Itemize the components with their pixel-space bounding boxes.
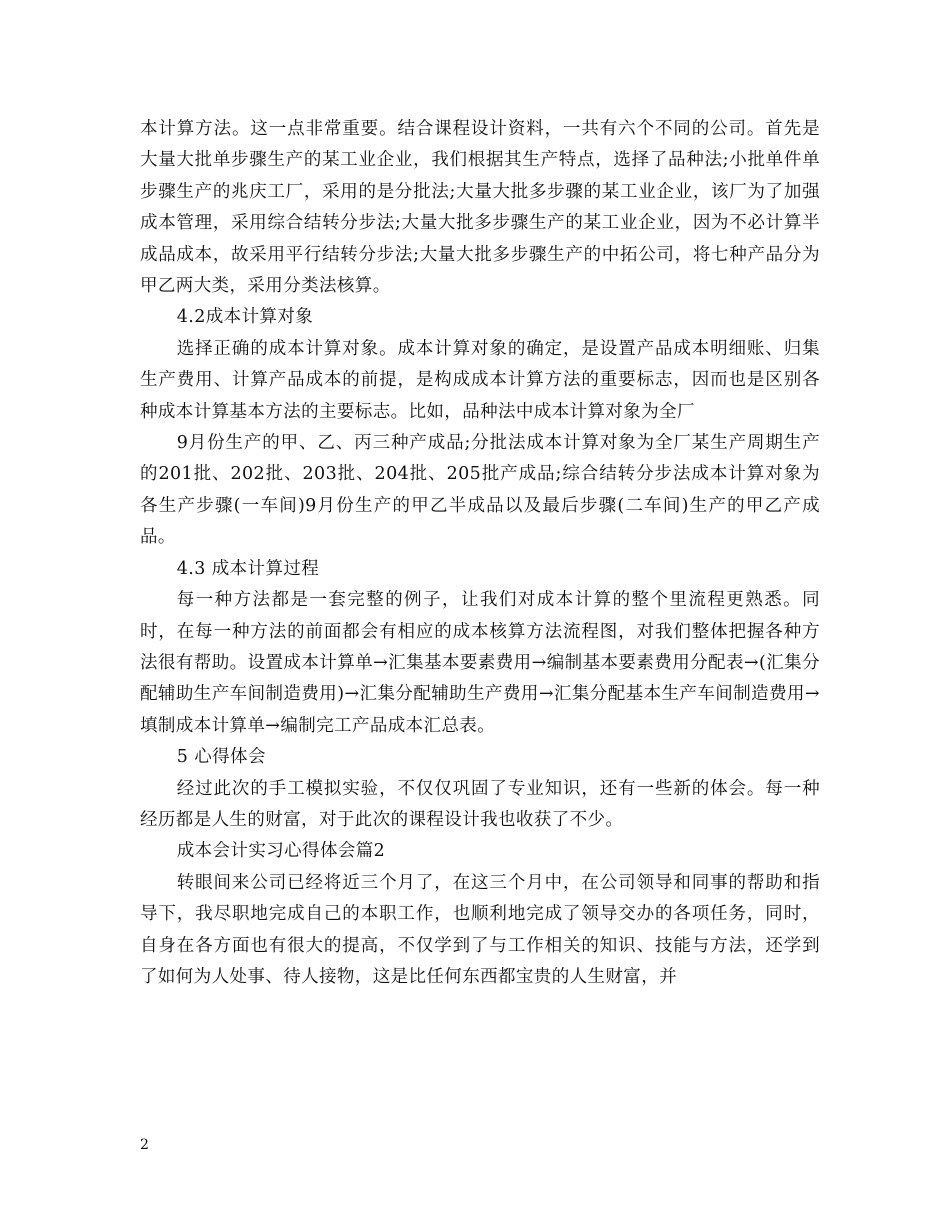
paragraph-cost-process: 每一种方法都是一套完整的例子，让我们对成本计算的整个里流程更熟悉。同时，在每一种方法的前面都会有相应的成本核算方法流程图，对我们整体把握各种方法很有帮助。设置成本计算单→汇集基本要素费用→编制基本要素费用分配表→(汇集分配辅助生产车间制造费用)→汇集分配辅助生产费用→汇集分配基本生产车间制造费用→填制成本计算单→编制完工产品成本汇总表。: [140, 590, 820, 736]
section-heading-4-2: 4.2成本计算对象: [176, 307, 314, 328]
paragraph-cost-object: 选择正确的成本计算对象。成本计算对象的确定，是设置产品成本明细账、归集生产费用、计算产品成本的前提，是构成成本计算方法的重要标志，因而也是区别各种成本计算基本方法的主要标志。比如，品种法中成本计算对象为全厂: [140, 338, 820, 422]
page-number: 2: [140, 1137, 149, 1153]
paragraph-cost-object-examples: 9月份生产的甲、乙、丙三种产成品;分批法成本计算对象为全厂某生产周期生产的201批、202批、203批、204批、205批产成品;综合结转分步法成本计算对象为各生产步骤(一车间)9月份生产的甲乙半成品以及最后步骤(二车间)生产的甲乙产成品。: [140, 433, 820, 548]
paragraph-continuation: 本计算方法。这一点非常重要。结合课程设计资料，一共有六个不同的公司。首先是大量大批单步骤生产的某工业企业，我们根据其生产特点，选择了品种法;小批单件单步骤生产的兆庆工厂，采用的是分批法;大量大批多步骤的某工业企业，该厂为了加强成本管理，采用综合结转分步法;大量大批多步骤生产的某工业企业，因为不必计算半成品成本，故采用平行结转分步法;大量大批多步骤生产的中拓公司，将七种产品分为甲乙两大类，采用分类法核算。: [140, 119, 820, 297]
document-body: [140, 114, 820, 993]
section-heading-5: 5 心得体会: [176, 747, 266, 768]
section-heading-4-3: 4.3 成本计算过程: [176, 558, 320, 579]
paragraph-reflection: 经过此次的手工模拟实验，不仅仅巩固了专业知识，还有一些新的体会。每一种经历都是人生的财富，对于此次的课程设计我也收获了不少。: [140, 778, 820, 830]
article-heading-part-2: 成本会计实习心得体会篇2: [176, 841, 386, 862]
paragraph-part-2-intro: 转眼间来公司已经将近三个月了，在这三个月中，在公司领导和同事的帮助和指导下，我尽职地完成自己的本职工作，也顺利地完成了领导交办的各项任务，同时，自身在各方面也有很大的提高，不仅学到了与工作相关的知识、技能与方法，还学到了如何为人处事、待人接物，这是比任何东西都宝贵的人生财富，并: [140, 872, 820, 987]
